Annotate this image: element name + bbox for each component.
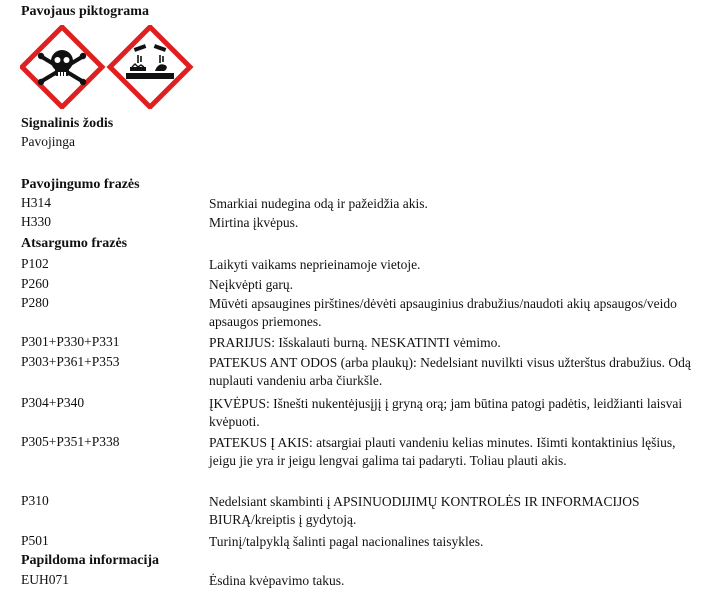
statement-text: Nedelsiant skambinti į APSINUODIJIMŲ KONTROLĖS IR INFORMACIJOS BIURĄ/kreiptis į gydytoją. bbox=[209, 494, 640, 527]
statement-code: P301+P330+P331 bbox=[21, 334, 120, 349]
corrosion-icon bbox=[110, 27, 190, 107]
statement-code: P280 bbox=[21, 295, 49, 310]
statement-text: Laikyti vaikams neprieinamoje vietoje. bbox=[209, 257, 421, 272]
statement-code: EUH071 bbox=[21, 572, 69, 587]
statement-code: P303+P361+P353 bbox=[21, 354, 120, 369]
statement-text: PATEKUS Į AKIS: atsargiai plauti vandeniu kelias minutes. Išimti kontaktinius lęšius, jeigu jie yra ir jeigu lengvai galima tai padaryti. Toliau plauti akis. bbox=[209, 435, 676, 468]
statement-code: P102 bbox=[21, 256, 49, 271]
statement-text: ĮKVĖPUS: Išnešti nukentėjusįjį į gryną orą; jam būtina patogi padėtis, leidžianti laisvai kvėpuoti. bbox=[209, 396, 683, 429]
statement-text: Mūvėti apsaugines pirštines/dėvėti apsauginius drabužius/naudoti akių apsaugos/veido apsaugos priemones. bbox=[209, 296, 677, 329]
statement-text: Mirtina įkvėpus. bbox=[209, 215, 299, 230]
statement-text: Ėsdina kvėpavimo takus. bbox=[209, 573, 345, 588]
additional-info-heading: Papildoma informacija bbox=[21, 553, 160, 568]
statement-code: P310 bbox=[21, 493, 49, 508]
skull-and-crossbones-icon bbox=[22, 27, 102, 107]
statement-code: P305+P351+P338 bbox=[21, 434, 120, 449]
statement-text: PATEKUS ANT ODOS (arba plaukų): Nedelsiant nuvilkti visus užterštus drabužius. Odą nuplauti vandeniu arba čiurkšle. bbox=[209, 355, 691, 388]
signal-word-heading: Signalinis žodis bbox=[21, 116, 114, 131]
statement-code: P260 bbox=[21, 276, 49, 291]
statement-code: P501 bbox=[21, 533, 49, 548]
statement-text: Turinį/talpyklą šalinti pagal nacionalines taisykles. bbox=[209, 534, 484, 549]
statement-code: H330 bbox=[21, 214, 51, 229]
pictogram-heading: Pavojaus piktograma bbox=[21, 4, 149, 19]
statement-text: Neįkvėpti garų. bbox=[209, 277, 293, 292]
precautionary-statements-heading: Atsargumo frazės bbox=[21, 236, 128, 251]
hazard-statements-heading: Pavojingumo frazės bbox=[21, 177, 140, 192]
signal-word: Pavojinga bbox=[21, 134, 75, 149]
statement-code: H314 bbox=[21, 195, 51, 210]
hazard-pictograms bbox=[20, 25, 200, 109]
statement-code: P304+P340 bbox=[21, 395, 85, 410]
statement-text: Smarkiai nudegina odą ir pažeidžia akis. bbox=[209, 196, 428, 211]
statement-text: PRARIJUS: Išskalauti burną. NESKATINTI vėmimo. bbox=[209, 335, 501, 350]
